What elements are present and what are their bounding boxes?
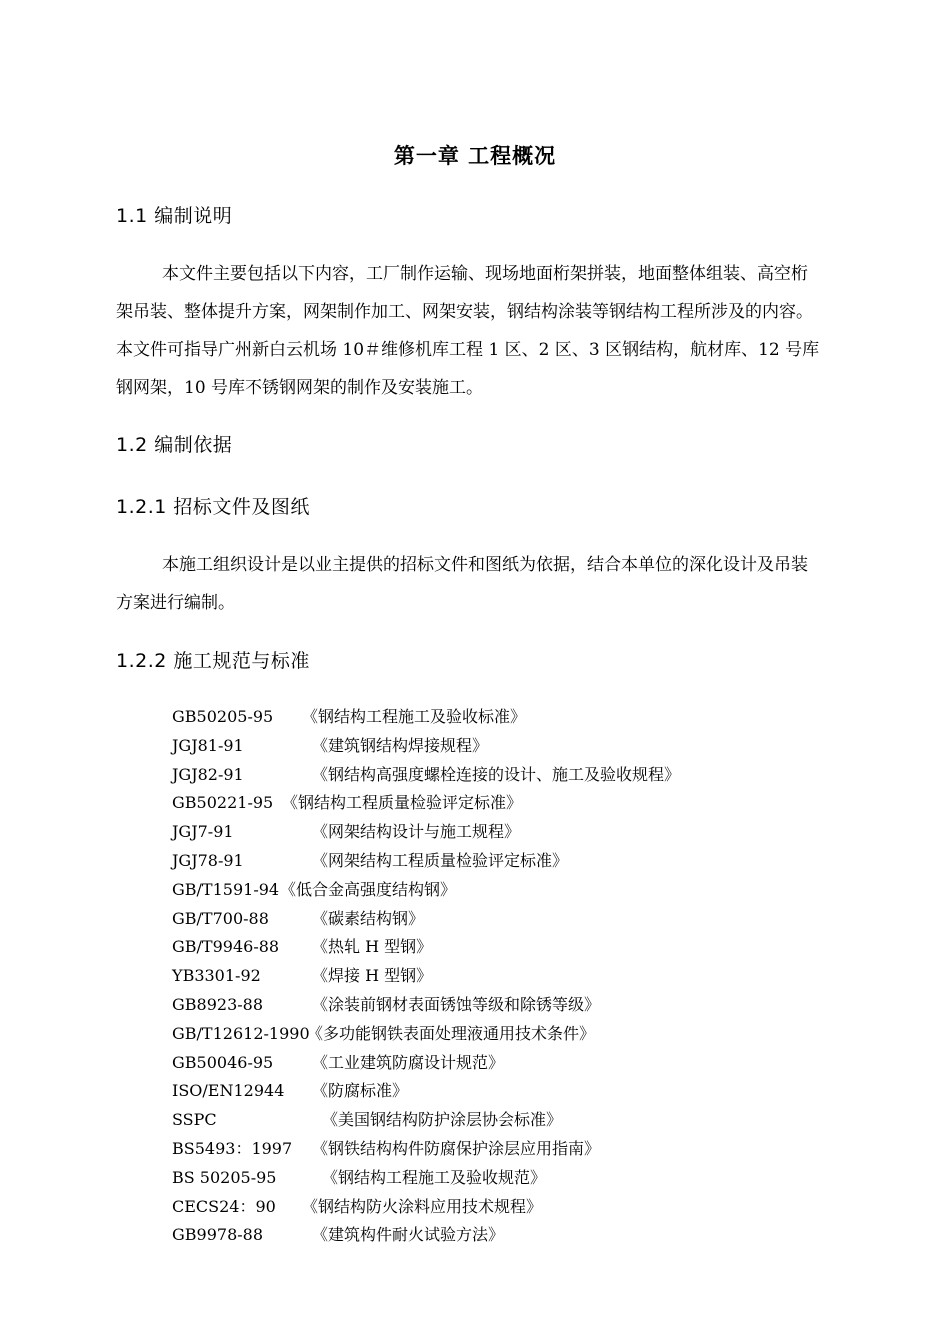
standard-title: 《热轧 H 型钢》 [312,937,433,957]
standard-code: JGJ81-91 [172,735,244,755]
standard-title: 《网架结构设计与施工规程》 [312,822,521,842]
paragraph-line: 本施工组织设计是以业主提供的招标文件和图纸为依据，结合本单位的深化设计及吊装 [162,555,808,575]
paragraph-line: 本文件主要包括以下内容，工厂制作运输、现场地面桁架拼装，地面整体组装、高空桁 [162,264,808,284]
standard-title: 《钢结构工程质量检验评定标准》 [282,793,523,813]
paragraph-scope [116,255,901,407]
standard-code: GB50221-95 [172,793,274,813]
standard-title: 《涂装前钢材表面锈蚀等级和除锈等级》 [312,995,601,1014]
standard-code: BS5493：1997 [172,1139,293,1158]
section-heading-1-2-1: 1.2.1 招标文件及图纸 [116,496,310,518]
paragraph-line: 本文件可指导广州新白云机场 10＃维修机库工程 1 区、2 区、3 区钢结构，航材库、12 号库 [116,340,820,360]
standard-title: 《焊接 H 型钢》 [312,966,433,986]
standard-code: GB/T700-88 [172,908,269,928]
standard-title: 《防腐标准》 [312,1081,409,1101]
paragraph-basis [116,546,901,622]
standard-code: JGJ82-91 [172,764,244,784]
standard-title: 《钢结构工程施工及验收标准》 [302,707,527,726]
section-heading-1-1: 1.1 编制说明 [116,205,233,227]
standard-title: 《建筑构件耐火试验方法》 [312,1225,505,1245]
paragraph-line: 钢网架，10 号库不锈钢网架的制作及安装施工。 [116,378,484,398]
standard-code: ISO/EN12944 [172,1081,285,1101]
standard-code: JGJ78-91 [172,851,244,870]
paragraph-line: 架吊装、整体提升方案，网架制作加工、网架安装，钢结构涂装等钢结构工程所涉及的内容。 [116,302,813,322]
standard-code: GB8923-88 [172,995,264,1014]
chapter-title: 第一章 工程概况 [393,144,557,168]
standard-title: 《美国钢结构防护涂层协会标准》 [322,1110,563,1130]
standard-title: 《网架结构工程质量检验评定标准》 [312,851,569,870]
standard-title: 《钢结构防火涂料应用技术规程》 [302,1196,543,1216]
standard-title: 《工业建筑防腐设计规范》 [312,1052,505,1072]
standard-title: 《钢结构高强度螺栓连接的设计、施工及验收规程》 [312,764,681,784]
standard-title: 《建筑钢结构焊接规程》 [312,735,489,755]
paragraph-line: 方案进行编制。 [116,593,235,613]
standard-title: 《低合金高强度结构钢》 [280,879,457,899]
standard-title: 《钢铁结构构件防腐保护涂层应用指南》 [312,1139,601,1158]
standard-code: GB50046-95 [172,1052,274,1072]
standard-code: JGJ7-91 [172,822,234,842]
standard-code: GB/T12612-1990 [172,1023,310,1043]
section-heading-1-2-2: 1.2.2 施工规范与标准 [116,650,310,672]
standard-code: SSPC [172,1110,217,1130]
standard-code: GB9978-88 [172,1225,264,1245]
standard-title: 《多功能钢铁表面处理液通用技术条件》 [307,1023,596,1043]
standard-title: 《钢结构工程施工及验收规范》 [322,1167,547,1187]
standard-code: GB50205-95 [172,707,274,726]
standard-code: GB/T1591-94 [172,879,280,899]
standard-title: 《碳素结构钢》 [312,908,425,928]
standard-code: CECS24：90 [172,1196,276,1216]
standard-code: BS 50205-95 [172,1167,277,1187]
standard-code: YB3301-92 [172,966,261,986]
standard-code: GB/T9946-88 [172,937,280,957]
section-heading-1-2: 1.2 编制依据 [116,434,233,456]
